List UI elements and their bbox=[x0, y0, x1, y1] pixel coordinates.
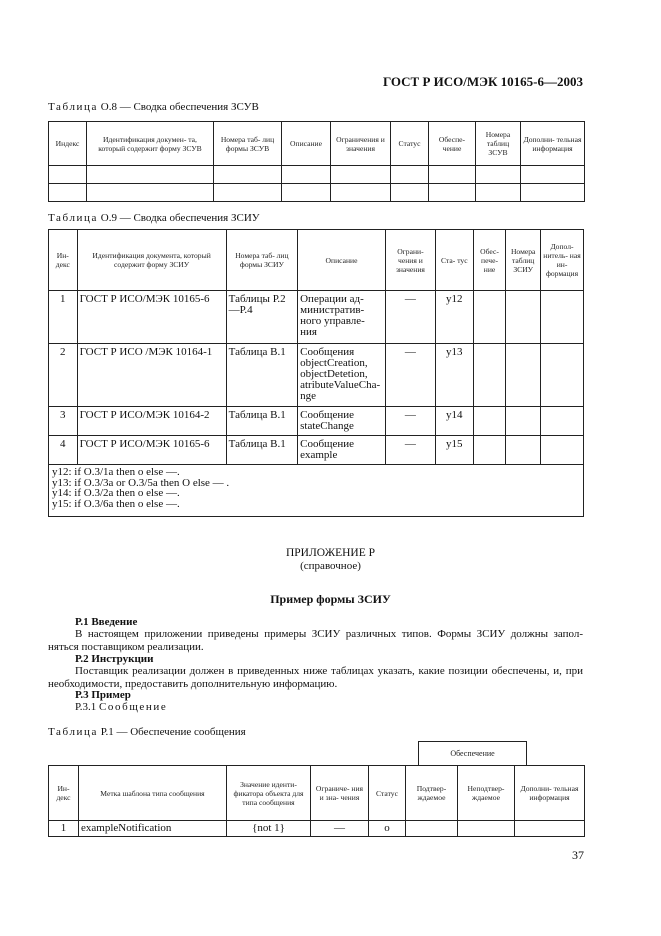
row-document: ГОСТ Р ИСО/МЭК 10164-2 bbox=[77, 407, 226, 436]
row-document: ГОСТ Р ИСО /МЭК 10164-1 bbox=[77, 344, 226, 407]
header-cell: Описание bbox=[298, 230, 386, 291]
header-cell: Подтвер- ждаемое bbox=[406, 766, 458, 821]
header-cell: Статус bbox=[391, 122, 429, 166]
header-cell: Ограни- чения и значения bbox=[385, 230, 435, 291]
table-row bbox=[49, 436, 584, 465]
section-heading: Р.1 Введение bbox=[75, 616, 138, 628]
header-cell: Неподтвер- ждаемое bbox=[458, 766, 515, 821]
row-document: ГОСТ Р ИСО/МЭК 10165-6 bbox=[77, 291, 226, 344]
paragraph: Поставщик реализации должен в приведенных ниже таблицах указать, какие позиции обеспечены, и, при необходимости, предоставить дополнительную информацию. bbox=[48, 665, 583, 690]
header-cell: Статус bbox=[369, 766, 406, 821]
header-cell: Обес- пече- ние bbox=[473, 230, 506, 291]
row-index: 4 bbox=[49, 436, 78, 465]
header-cell: Допол- нитель- ная ин- формация bbox=[541, 230, 584, 291]
row-value: {not 1} bbox=[227, 821, 311, 837]
appendix-subtitle: (справочное) bbox=[300, 560, 361, 572]
subsection-heading bbox=[48, 701, 583, 714]
header-cell: Описание bbox=[282, 122, 331, 166]
appendix-title: ПРИЛОЖЕНИЕ Р bbox=[285, 547, 376, 559]
row-constraints: — bbox=[385, 407, 435, 436]
row-index: 2 bbox=[49, 344, 78, 407]
header-cell: Индекс bbox=[49, 122, 87, 166]
header-cell: Ин- декс bbox=[49, 766, 79, 821]
caption-text: О.9 — Сводка обеспечения ЗСИУ bbox=[100, 212, 260, 224]
caption-text: О.8 — Сводка обеспечения ЗСУВ bbox=[100, 101, 259, 113]
header-cell: Идентификация докумен- та, который содержит форму ЗСУВ bbox=[87, 122, 214, 166]
subsection-number: Р.3.1 bbox=[75, 701, 97, 713]
header-cell: Ограничения и значения bbox=[331, 122, 391, 166]
group-header: Обеспечение bbox=[418, 741, 527, 765]
row-index: 1 bbox=[49, 291, 78, 344]
section-heading: Р.3 Пример bbox=[75, 689, 131, 701]
header-cell: Ста- тус bbox=[435, 230, 473, 291]
row-tables: Таблица В.1 bbox=[226, 407, 297, 436]
table-p1-caption bbox=[48, 726, 246, 738]
note-line: у15: if O.3/6a then o else —. bbox=[52, 497, 180, 510]
paragraph: В настоящем приложении приведены примеры ЗСИУ различных типов. Формы ЗСИУ должны запол- няться поставщиком реализации. bbox=[48, 628, 583, 653]
page-number: 37 bbox=[572, 848, 584, 862]
row-description: Сообщения objectCreation, objectDetetion, atributeValueCha- nge bbox=[298, 344, 386, 407]
document-header: ГОСТ Р ИСО/МЭК 10165-6—2003 bbox=[382, 74, 583, 89]
header-cell: Номера таб- лиц формы ЗСИУ bbox=[226, 230, 297, 291]
caption-text: Р.1 — Обеспечение сообщения bbox=[100, 726, 246, 738]
row-constraints: — bbox=[385, 344, 435, 407]
table-o8 bbox=[48, 121, 585, 202]
subsection-label: Сообщение bbox=[99, 701, 168, 713]
section-heading: Р.2 Инструкции bbox=[75, 653, 154, 665]
row-status: у15 bbox=[435, 436, 473, 465]
row-description: Сообщение stateChange bbox=[298, 407, 386, 436]
table-row bbox=[49, 407, 584, 436]
row-label: exampleNotification bbox=[79, 821, 227, 837]
row-index: 1 bbox=[49, 821, 79, 837]
header-cell: Номера таблиц ЗСИУ bbox=[506, 230, 541, 291]
row-status: o bbox=[369, 821, 406, 837]
row-tables: Таблица В.1 bbox=[226, 344, 297, 407]
table-row bbox=[49, 344, 584, 407]
header-cell: Метка шаблона типа сообщения bbox=[79, 766, 227, 821]
caption-label: Таблица bbox=[48, 726, 98, 738]
row-status: у13 bbox=[435, 344, 473, 407]
table-o8-caption bbox=[48, 101, 259, 113]
table-o9 bbox=[48, 229, 584, 517]
row-description: Сообщение example bbox=[298, 436, 386, 465]
row-status: у14 bbox=[435, 407, 473, 436]
table-p1 bbox=[48, 765, 585, 837]
header-cell: Дополни- тельная информация bbox=[515, 766, 585, 821]
header-cell: Ограниче- ния и зна- чения bbox=[311, 766, 369, 821]
row-status: у12 bbox=[435, 291, 473, 344]
header-cell: Ин- декс bbox=[49, 230, 78, 291]
row-tables: Таблицы Р.2—Р.4 bbox=[226, 291, 297, 344]
header-cell: Обеспе- чение bbox=[429, 122, 476, 166]
row-constraints: — bbox=[311, 821, 369, 837]
row-description: Операции ад- министратив- ного управле- ния bbox=[298, 291, 386, 344]
table-row bbox=[49, 166, 585, 184]
row-constraints: — bbox=[385, 436, 435, 465]
table-row bbox=[49, 184, 585, 202]
appendix-heading: Пример формы ЗСИУ bbox=[270, 592, 391, 606]
header-cell: Номера таблиц ЗСУВ bbox=[476, 122, 521, 166]
note-line: у12: if O.3/1a then o else —. bbox=[52, 466, 180, 478]
row-constraints: — bbox=[385, 291, 435, 344]
row-index: 3 bbox=[49, 407, 78, 436]
header-cell: Номера таб- лиц формы ЗСУВ bbox=[214, 122, 282, 166]
caption-label: Таблица bbox=[48, 101, 98, 113]
table-row bbox=[49, 291, 584, 344]
row-document: ГОСТ Р ИСО/МЭК 10165-6 bbox=[77, 436, 226, 465]
table-notes bbox=[49, 465, 584, 517]
table-row bbox=[49, 821, 585, 837]
header-cell: Дополни- тельная информация bbox=[521, 122, 585, 166]
header-cell: Значение иденти- фикатора объекта для типа сообщения bbox=[227, 766, 311, 821]
note-line: у14: if O.3/2a then o else —. bbox=[52, 487, 180, 499]
caption-label: Таблица bbox=[48, 212, 98, 224]
note-line: у13: if O.3/3a or O.3/5a then O else — . bbox=[52, 476, 230, 489]
header-cell: Идентификация документа, который содержит форму ЗСИУ bbox=[77, 230, 226, 291]
row-tables: Таблица В.1 bbox=[226, 436, 297, 465]
table-o9-caption bbox=[48, 212, 260, 224]
